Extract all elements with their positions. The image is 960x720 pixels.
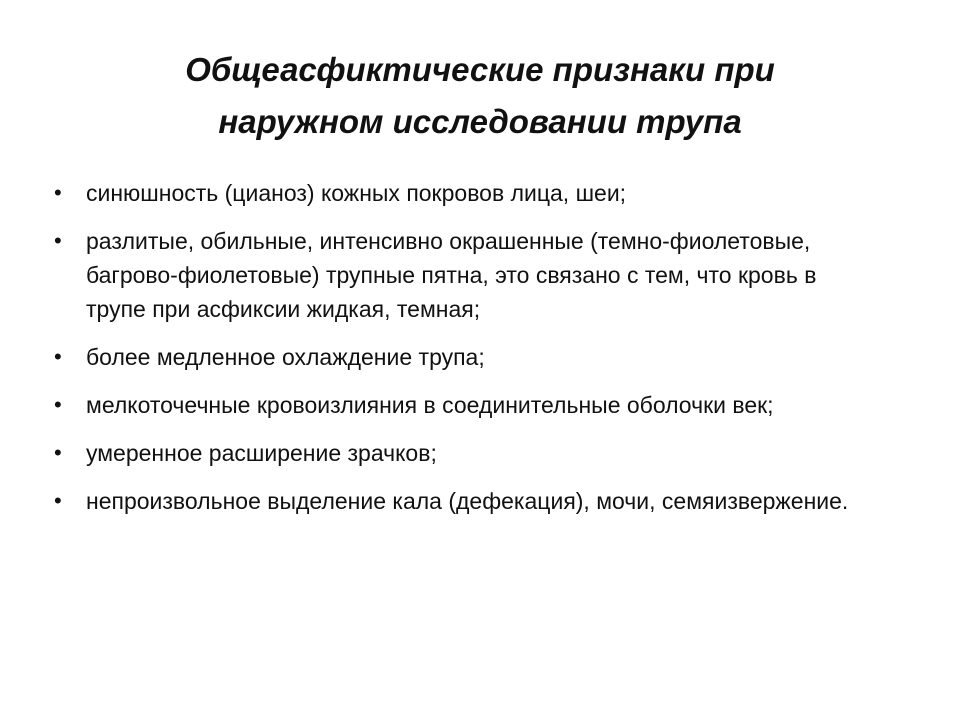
list-item [52, 340, 872, 374]
list-item [52, 388, 872, 422]
bullet-icon: • [54, 488, 62, 513]
bullet-icon: • [54, 440, 62, 465]
bullet-list [52, 176, 872, 532]
bullet-icon: • [54, 228, 62, 253]
slide-title [70, 44, 890, 148]
bullet-text: синюшность (цианоз) кожных покровов лица, шеи; [86, 180, 627, 206]
list-item [52, 436, 872, 470]
list-item [52, 224, 872, 326]
slide-title-line-1: Общеасфиктические признаки при [185, 51, 775, 88]
list-item [52, 176, 872, 210]
bullet-icon: • [54, 392, 62, 417]
bullet-text: разлитые, обильные, интенсивно окрашенные (темно-фиолетовые, багрово-фиолетовые) трупные пятна, это связано с тем, что кровь в трупе при асфиксии жидкая, темная; [86, 228, 817, 322]
bullet-icon: • [54, 180, 62, 205]
slide-title-line-2: наружном исследовании трупа [218, 103, 742, 140]
bullet-icon: • [54, 344, 62, 369]
bullet-text: мелкоточечные кровоизлияния в соединительные оболочки век; [86, 392, 774, 418]
bullet-text: более медленное охлаждение трупа; [86, 344, 485, 370]
bullet-text: непроизвольное выделение кала (дефекация), мочи, семяизвержение. [86, 488, 849, 514]
bullet-text: умеренное расширение зрачков; [86, 440, 437, 466]
list-item [52, 484, 872, 518]
